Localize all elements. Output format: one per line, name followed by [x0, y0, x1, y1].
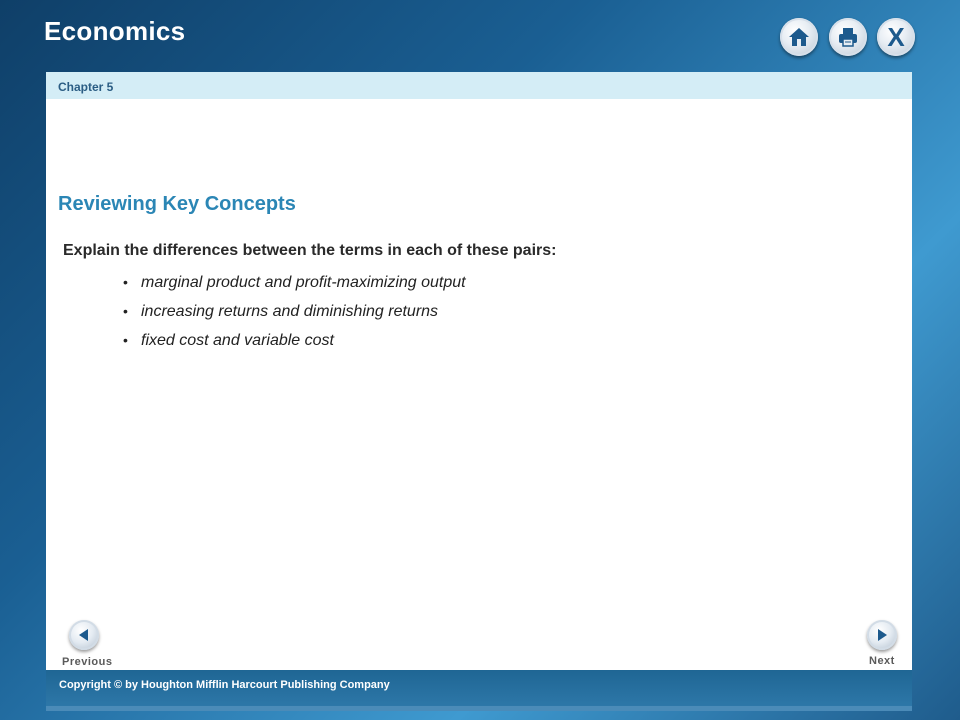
list-item-text: fixed cost and variable cost	[141, 332, 334, 349]
home-icon	[788, 26, 810, 48]
bullet-glyph: •	[123, 274, 128, 290]
content-panel	[46, 72, 912, 670]
term-pairs-list	[123, 268, 466, 355]
chapter-label: Chapter 5	[58, 80, 114, 94]
close-button[interactable]	[877, 18, 915, 56]
bullet-glyph: •	[123, 332, 128, 348]
print-button[interactable]	[829, 18, 867, 56]
list-item	[123, 297, 466, 326]
bullet-glyph: •	[123, 303, 128, 319]
print-icon	[837, 26, 859, 48]
next-label[interactable]: Next	[869, 655, 895, 667]
section-heading: Reviewing Key Concepts	[58, 193, 296, 215]
list-item	[123, 326, 466, 355]
chapter-bar	[46, 72, 912, 99]
next-button[interactable]	[867, 620, 897, 650]
list-item	[123, 268, 466, 297]
previous-button[interactable]	[69, 620, 99, 650]
list-item-text: increasing returns and diminishing returns	[141, 303, 439, 320]
list-item-text: marginal product and profit-maximizing output	[141, 274, 466, 291]
close-icon: X	[887, 22, 905, 52]
previous-label[interactable]: Previous	[62, 656, 113, 668]
copyright-notice: Copyright © by Houghton Mifflin Harcourt Publishing Company	[59, 679, 390, 691]
question-prompt: Explain the differences between the terms in each of these pairs:	[63, 242, 557, 259]
app-title: Economics	[44, 16, 186, 46]
footer-bar	[46, 670, 912, 706]
arrow-right-icon	[875, 628, 889, 642]
home-button[interactable]	[780, 18, 818, 56]
arrow-left-icon	[77, 628, 91, 642]
footer-divider	[46, 706, 912, 711]
